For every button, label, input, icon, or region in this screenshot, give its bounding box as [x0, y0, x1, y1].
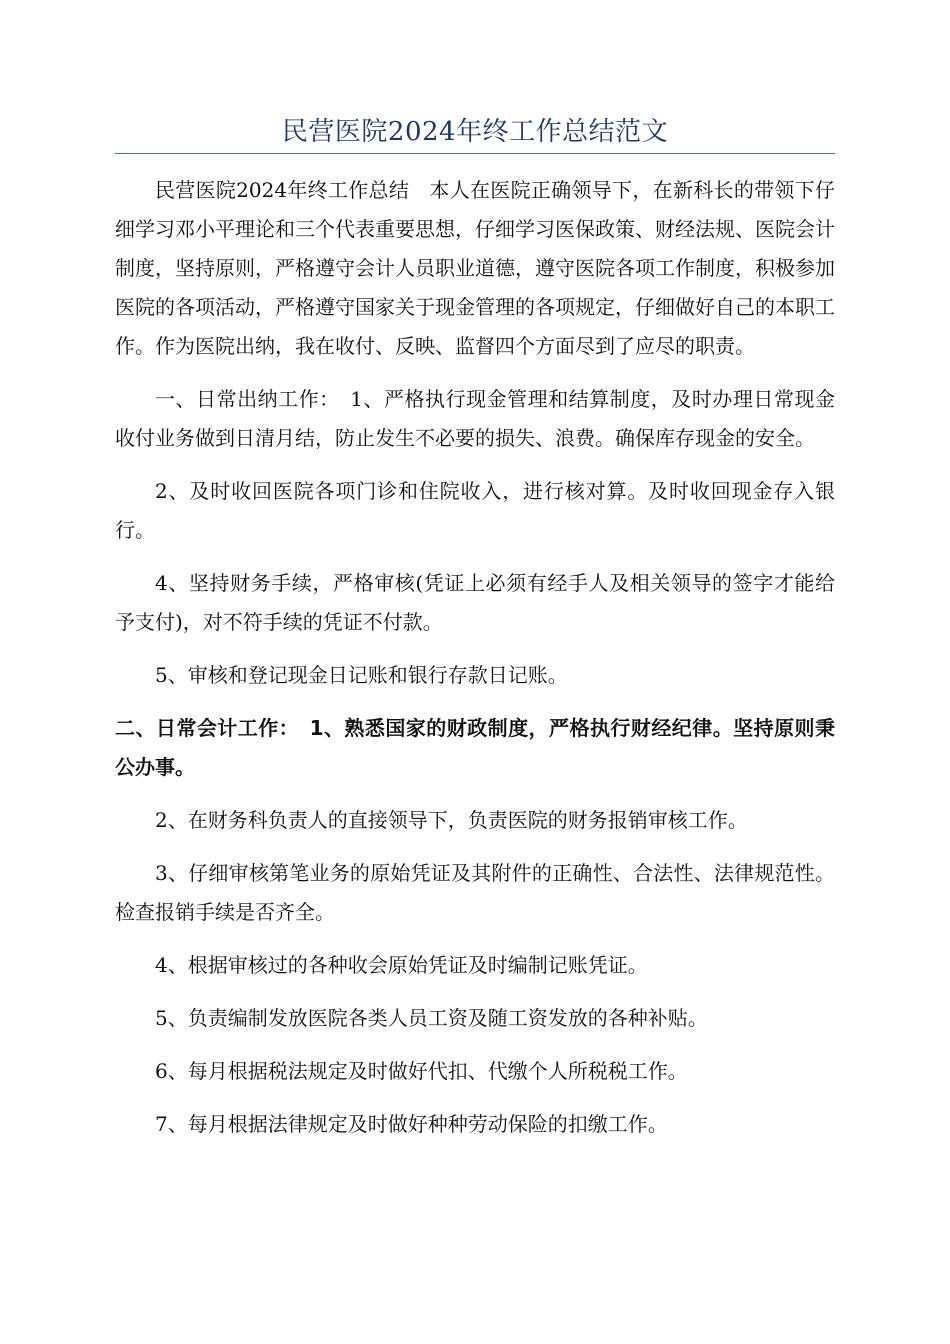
paragraph-accounting-5: 5、负责编制发放医院各类人员工资及随工资发放的各种补贴。: [155, 1006, 708, 1030]
section-heading-accounting: 二、日常会计工作： 1、熟悉国家的财政制度，严格执行财经纪律。坚持原则秉公办事。: [115, 716, 835, 779]
paragraph-intro: 民营医院2024年终工作总结 本人在医院正确领导下，在新科长的带领下仔细学习邓小平理论和三个代表重要思想，仔细学习医保政策、财经法规、医院会计制度，坚持原则，严格遵守会计人员职业道德，遵守医院各项工作制度，积极参加医院的各项活动，严格遵守国家关于现金管理的各项规定，仔细做好自己的本职工作。作为医院出纳，我在收付、反映、监督四个方面尽到了应尽的职责。: [115, 178, 835, 358]
paragraph-accounting-6: 6、每月根据税法规定及时做好代扣、代缴个人所税税工作。: [155, 1059, 688, 1083]
paragraph-cashier-4: 4、坚持财务手续，严格审核(凭证上必须有经手人及相关领导的签字才能给予支付)，对不符手续的凭证不付款。: [115, 571, 835, 634]
title-underline: [115, 153, 835, 154]
paragraph-cashier-2: 2、及时收回医院各项门诊和住院收入，进行核对算。及时收回现金存入银行。: [115, 479, 835, 542]
paragraph-cashier-5: 5、审核和登记现金日记账和银行存款日记账。: [155, 663, 568, 687]
paragraph-accounting-3: 3、仔细审核第笔业务的原始凭证及其附件的正确性、合法性、法律规范性。检查报销手续是否齐全。: [115, 861, 835, 924]
paragraph-accounting-2: 2、在财务科负责人的直接领导下，负责医院的财务报销审核工作。: [155, 808, 748, 832]
paragraph-accounting-7: 7、每月根据法律规定及时做好种种劳动保险的扣缴工作。: [155, 1112, 668, 1136]
document-title: 民营医院2024年终工作总结范文: [281, 117, 669, 147]
paragraph-accounting-4: 4、根据审核过的各种收会原始凭证及时编制记账凭证。: [155, 953, 648, 977]
document-body: [115, 171, 835, 1158]
paragraph-cashier-1: 一、日常出纳工作： 1、严格执行现金管理和结算制度，及时办理日常现金收付业务做到日清月结，防止发生不必要的损失、浪费。确保库存现金的安全。: [115, 387, 835, 450]
